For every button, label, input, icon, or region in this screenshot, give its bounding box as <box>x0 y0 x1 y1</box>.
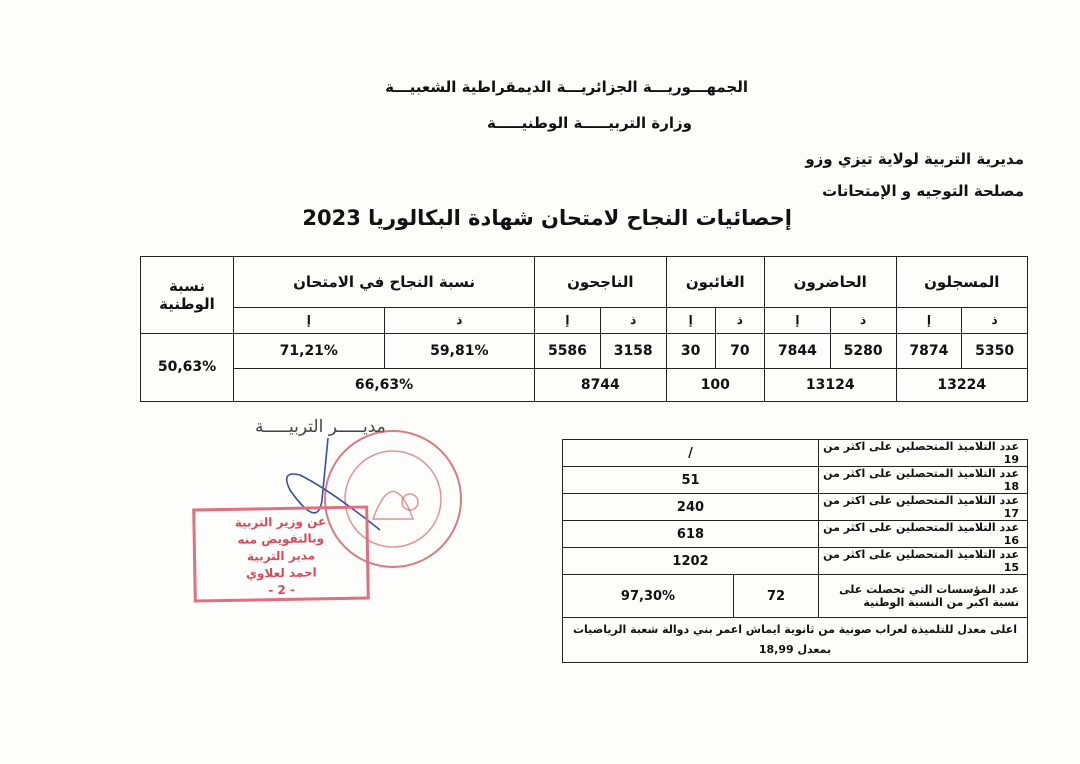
stamp-line: احمد لعلاوي <box>245 565 317 581</box>
sub-male: ذ <box>384 308 534 333</box>
grade-label: عدد التلاميذ المتحصلين على اكثر من 15 <box>819 548 1028 575</box>
sub-female: إ <box>234 308 385 333</box>
grade-value: 240 <box>563 494 819 521</box>
absent-male: 70 <box>715 333 764 368</box>
total-absent: 100 <box>666 368 764 401</box>
present-female: 7844 <box>765 333 831 368</box>
passed-female: 5586 <box>535 333 601 368</box>
total-registered: 13224 <box>896 368 1028 401</box>
sub-male: ذ <box>830 308 896 333</box>
grade-value: / <box>563 440 819 467</box>
registered-male: 5350 <box>962 333 1028 368</box>
absent-female: 30 <box>666 333 715 368</box>
rate-female: 71,21% <box>234 333 385 368</box>
sub-female: إ <box>896 308 962 333</box>
stamp-line: عن وزير التربية <box>234 514 327 530</box>
total-rate: 66,63% <box>234 368 535 401</box>
sub-female: إ <box>666 308 715 333</box>
grade-label: عدد التلاميذ المتحصلين على اكثر من 19 <box>819 440 1028 467</box>
ministry-heading: وزارة التربيـــــة الوطنيـــــة <box>486 114 692 132</box>
stamp-line: - 2 - <box>268 582 296 598</box>
grade-value: 1202 <box>563 548 819 575</box>
header-pass-rate: نسبة النجاح في الامتحان <box>234 257 535 308</box>
header-passed: الناجحون <box>535 257 667 308</box>
stamp-line: وبالتفويض منه <box>237 531 325 547</box>
table-row <box>563 494 1028 521</box>
table-row <box>563 521 1028 548</box>
header-absent: الغائبون <box>666 257 764 308</box>
best-student-row <box>563 618 1028 663</box>
total-passed: 8744 <box>535 368 667 401</box>
republic-heading: الجمهـــوريـــة الجزائريـــة الديمقراطية الشعبيـــة <box>385 78 748 96</box>
registered-female: 7874 <box>896 333 962 368</box>
stamp-line: مدير التربية <box>246 548 316 564</box>
rate-male: 59,81% <box>384 333 534 368</box>
table-row <box>563 440 1028 467</box>
present-male: 5280 <box>830 333 896 368</box>
directorate-heading: مديرية التربية لولاية تيزي وزو <box>805 150 1024 168</box>
grade-value: 618 <box>563 521 819 548</box>
sub-male: ذ <box>962 308 1028 333</box>
best-student-score: بمعدل 18,99 <box>758 643 832 656</box>
document-title: إحصائيات النجاح لامتحان شهادة البكالوريا 2023 <box>302 206 792 230</box>
signature-title: مديـــــر التربيـــــة <box>255 417 386 437</box>
institutions-count: 72 <box>734 575 819 618</box>
passed-male: 3158 <box>600 333 666 368</box>
grade-distribution-table <box>562 439 1028 663</box>
national-rate: 50,63% <box>141 333 234 401</box>
service-heading: مصلحة التوجيه و الإمتحانات <box>822 182 1024 200</box>
institutions-label: عدد المؤسسات التي تحصلت على نسبة اكبر من النسبة الوطنية <box>819 575 1028 618</box>
grade-label: عدد التلاميذ المتحصلين على اكثر من 17 <box>819 494 1028 521</box>
grade-label: عدد التلاميذ المتحصلين على اكثر من 16 <box>819 521 1028 548</box>
best-student-line: اعلى معدل للتلميذة لعراب صونية من ثانوية ايماش اعمر بني دوالة شعبة الرياضيات <box>572 623 1018 636</box>
total-present: 13124 <box>765 368 897 401</box>
sub-male: ذ <box>600 308 666 333</box>
best-student-note <box>563 618 1028 663</box>
institutions-row <box>563 575 1028 618</box>
table-row <box>563 548 1028 575</box>
sub-female: إ <box>535 308 601 333</box>
header-present: الحاضرون <box>765 257 897 308</box>
sub-female: إ <box>765 308 831 333</box>
header-registered: المسجلون <box>896 257 1028 308</box>
grade-label: عدد التلاميذ المتحصلين على اكثر من 18 <box>819 467 1028 494</box>
sub-male: ذ <box>715 308 764 333</box>
institutions-rate: 97,30% <box>563 575 734 618</box>
grade-value: 51 <box>563 467 819 494</box>
header-national-rate: نسبة الوطنية <box>141 257 234 334</box>
bac-statistics-table <box>140 256 1028 402</box>
director-stamp <box>192 505 370 602</box>
table-row <box>563 467 1028 494</box>
